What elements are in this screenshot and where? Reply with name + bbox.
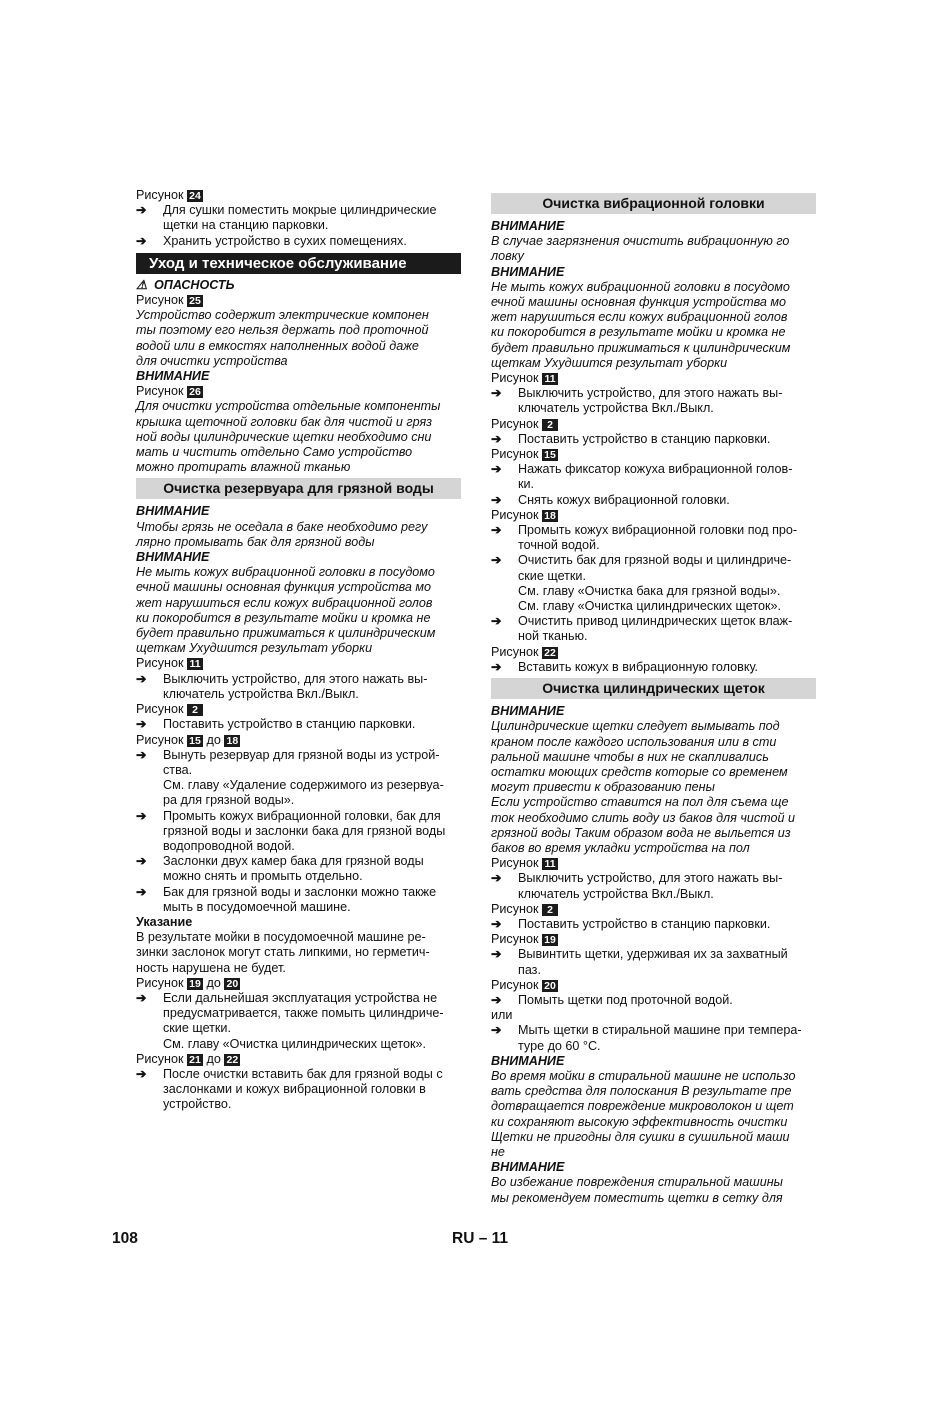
attention-label: ВНИМАНИЕ bbox=[136, 550, 210, 565]
bullet-item: ➔ Промыть кожух вибрационной головки, бак для грязной воды и заслонки бака для грязной воды водопроводной водой. bbox=[136, 808, 446, 853]
figure-ref: Рисунок 20 bbox=[491, 978, 816, 993]
note-label: Указание bbox=[136, 914, 193, 929]
arrow-right-icon: ➔ bbox=[136, 854, 147, 869]
bullet-item: ➔ Выключить устройство, для этого нажать вы- ключатель устройства Вкл./Выкл. bbox=[491, 386, 783, 416]
figure-ref: Рисунок 26 bbox=[136, 384, 461, 399]
attention-text: Чтобы грязь не оседала в баке необходимо регу лярно промывать бак для грязной воды bbox=[136, 519, 428, 549]
attention-label: ВНИМАНИЕ bbox=[491, 1160, 565, 1175]
section-heading: Очистка резервуара для грязной воды bbox=[136, 478, 461, 499]
arrow-right-icon: ➔ bbox=[491, 523, 502, 538]
arrow-right-icon: ➔ bbox=[136, 1066, 147, 1081]
bullet-item: ➔ Вывинтить щетки, удерживая их за захватный паз. bbox=[491, 947, 788, 977]
right-column bbox=[491, 188, 816, 1206]
arrow-right-icon: ➔ bbox=[491, 462, 502, 477]
attention-label: ВНИМАНИЕ bbox=[491, 219, 565, 233]
bullet-item: ➔ Поставить устройство в станцию парковки. bbox=[136, 717, 416, 732]
attention-label: ВНИМАНИЕ bbox=[491, 1053, 565, 1068]
bullet-item: ➔ Поставить устройство в станцию парковки. bbox=[491, 916, 771, 931]
bullet-item: ➔ Бак для грязной воды и заслонки можно также мыть в посудомоечной машине. bbox=[136, 884, 437, 914]
bullet-item: ➔ Выключить устройство, для этого нажать вы- ключатель устройства Вкл./Выкл. bbox=[136, 671, 428, 701]
bullet-item: ➔ Если дальнейшая эксплуатация устройства не предусматривается, также помыть цилиндриче- ские щетки. bbox=[136, 990, 444, 1036]
arrow-right-icon: ➔ bbox=[491, 386, 502, 401]
arrow-right-icon: ➔ bbox=[491, 553, 502, 568]
bullet-item: ➔ Вынуть резервуар для грязной воды из устрой- ства. bbox=[136, 747, 440, 777]
figure-ref: Рисунок 11 bbox=[491, 371, 816, 386]
attention-text: Для очистки устройства отдельные компоненты крышка щеточной головки бак для чистой и гряз ной воды цилиндрические щетки необходимо сни мать и чистить отдельно Само устройство можно протирать влажной тканью bbox=[136, 399, 441, 475]
arrow-right-icon: ➔ bbox=[136, 233, 147, 248]
figure-ref: Рисунок 22 bbox=[491, 645, 816, 660]
bullet-item: ➔ После очистки вставить бак для грязной воды с заслонками и кожух вибрационной головки в устройство. bbox=[136, 1066, 443, 1112]
bullet-item: ➔ Вставить кожух в вибрационную головку. bbox=[491, 659, 759, 674]
figure-ref: Рисунок 15 bbox=[491, 447, 816, 462]
arrow-right-icon: ➔ bbox=[136, 671, 147, 686]
attention-text: Во время мойки в стиральной машине не использо вать средства для полоскания В результате пре дотвращается повреждение микроволокон и щет ки сохраняют высокую эффективность очистки Щетки не пригодны для сушки в сушильной маши не bbox=[491, 1068, 796, 1159]
bullet-item: ➔ Хранить устройство в сухих помещениях. bbox=[136, 233, 407, 248]
attention-label: ВНИМАНИЕ bbox=[491, 704, 565, 719]
arrow-right-icon: ➔ bbox=[491, 492, 502, 507]
arrow-right-icon: ➔ bbox=[491, 947, 502, 962]
bullet-item: ➔ Для сушки поместить мокрые цилиндрические щетки на станцию парковки. bbox=[136, 203, 437, 233]
attention-text: Не мыть кожух вибрационной головки в посудомо ечной машины основная функция устройства мо жет нарушиться если кожух вибрационной голов ки покоробится в результате мойки и кромка не будет правильно прижиматься к цилиндрическим щеткам Ухудшится результат уборки bbox=[136, 565, 436, 656]
arrow-right-icon: ➔ bbox=[491, 614, 502, 629]
figure-ref: Рисунок 11 bbox=[136, 656, 461, 671]
figure-ref: Рисунок 11 bbox=[491, 856, 816, 871]
figure-ref: Рисунок 2 bbox=[491, 902, 816, 917]
figure-ref: Рисунок 25 bbox=[136, 293, 461, 308]
bullet-item: ➔ Мыть щетки в стиральной машине при темпера- туре до 60 °C. bbox=[491, 1023, 802, 1053]
attention-text: Цилиндрические щетки следует вымывать под краном после каждого использования или в сти ральной машине чтобы в них не скапливались остатки моющих средств которые со временем могут привести к образованию пены Если устройство ставится на пол для съема ще ток необходимо слить воду из баков для чистой и грязной воды Таким образом вода не выльется из баков во время укладки устройства на пол bbox=[491, 719, 796, 855]
danger-label: ⚠ ОПАСНОСТЬ bbox=[136, 277, 235, 292]
note-text: В результате мойки в посудомоечной машине ре- зинки заслонок могут стать липкими, но герметич- ность нарушена не будет. bbox=[136, 930, 430, 975]
figure-ref: Рисунок 24 bbox=[136, 188, 461, 203]
section-heading: Очистка цилиндрических щеток bbox=[491, 678, 816, 699]
arrow-right-icon: ➔ bbox=[491, 871, 502, 886]
cross-reference: См. главу «Удаление содержимого из резервуа- ра для грязной воды». bbox=[163, 778, 444, 808]
attention-label: ВНИМАНИЕ bbox=[136, 504, 210, 519]
figure-ref: Рисунок 18 bbox=[491, 508, 816, 523]
attention-text: Во избежание повреждения стиральной машины мы рекомендуем поместить щетки в сетку для bbox=[491, 1175, 783, 1205]
bullet-item: ➔ Нажать фиксатор кожуха вибрационной голов- ки. bbox=[491, 462, 793, 492]
figure-ref: Рисунок 2 bbox=[491, 417, 816, 432]
figure-ref: Рисунок 19 до 20 bbox=[136, 976, 461, 991]
bullet-item: ➔ Выключить устройство, для этого нажать вы- ключатель устройства Вкл./Выкл. bbox=[491, 871, 783, 901]
arrow-right-icon: ➔ bbox=[491, 431, 502, 446]
attention-label: ВНИМАНИЕ bbox=[136, 369, 210, 384]
bullet-item: ➔ Поставить устройство в станцию парковки. bbox=[491, 431, 771, 446]
arrow-right-icon: ➔ bbox=[136, 747, 147, 762]
arrow-right-icon: ➔ bbox=[491, 659, 502, 674]
or-text: или bbox=[491, 1008, 513, 1023]
bullet-item: ➔ Очистить привод цилиндрических щеток влаж- ной тканью. bbox=[491, 614, 793, 644]
bullet-item: ➔ Помыть щетки под проточной водой. bbox=[491, 992, 733, 1007]
page-id: RU – 11 bbox=[452, 1230, 509, 1247]
arrow-right-icon: ➔ bbox=[491, 992, 502, 1007]
figure-ref: Рисунок 15 до 18 bbox=[136, 733, 461, 748]
arrow-right-icon: ➔ bbox=[136, 990, 147, 1005]
bullet-item: ➔ Заслонки двух камер бака для грязной воды можно снять и промыть отдельно. bbox=[136, 854, 424, 884]
bullet-item: ➔ Промыть кожух вибрационной головки под про- точной водой. bbox=[491, 523, 798, 553]
attention-text: В случае загрязнения очистить вибрационную го ловку bbox=[491, 234, 790, 264]
left-column bbox=[136, 188, 461, 1113]
bullet-item: ➔ Очистить бак для грязной воды и цилиндриче- ские щетки. bbox=[491, 553, 792, 583]
arrow-right-icon: ➔ bbox=[491, 1023, 502, 1038]
figure-ref: Рисунок 21 до 22 bbox=[136, 1052, 461, 1067]
section-heading: Очистка вибрационной головки bbox=[491, 193, 816, 214]
cross-reference: См. главу «Очистка цилиндрических щеток». bbox=[163, 1036, 427, 1051]
attention-text: Не мыть кожух вибрационной головки в посудомо ечной машины основная функция устройства мо жет нарушиться если кожух вибрационной голов ки покоробится в результате мойки и кромка не будет правильно прижиматься к цилиндрическим щеткам Ухудшится результат уборки bbox=[491, 279, 791, 370]
arrow-right-icon: ➔ bbox=[491, 916, 502, 931]
arrow-right-icon: ➔ bbox=[136, 884, 147, 899]
cross-reference: См. главу «Очистка бака для грязной воды». См. главу «Очистка цилиндрических щеток». bbox=[518, 583, 782, 614]
arrow-right-icon: ➔ bbox=[136, 717, 147, 732]
figure-ref: Рисунок 19 bbox=[491, 932, 816, 947]
attention-label: ВНИМАНИЕ bbox=[491, 264, 565, 279]
bullet-item: ➔ Снять кожух вибрационной головки. bbox=[491, 492, 730, 507]
figure-ref: Рисунок 2 bbox=[136, 702, 461, 717]
danger-text: Устройство содержит электрические компонен ты поэтому его нельзя держать под проточной водой или в емкостях наполненных водой даже для очистки устройства bbox=[136, 308, 429, 368]
page-number: 108 bbox=[112, 1230, 138, 1247]
arrow-right-icon: ➔ bbox=[136, 808, 147, 823]
warning-triangle-icon: ⚠ bbox=[136, 277, 148, 292]
section-heading: Уход и техническое обслуживание bbox=[136, 253, 461, 274]
arrow-right-icon: ➔ bbox=[136, 203, 147, 218]
